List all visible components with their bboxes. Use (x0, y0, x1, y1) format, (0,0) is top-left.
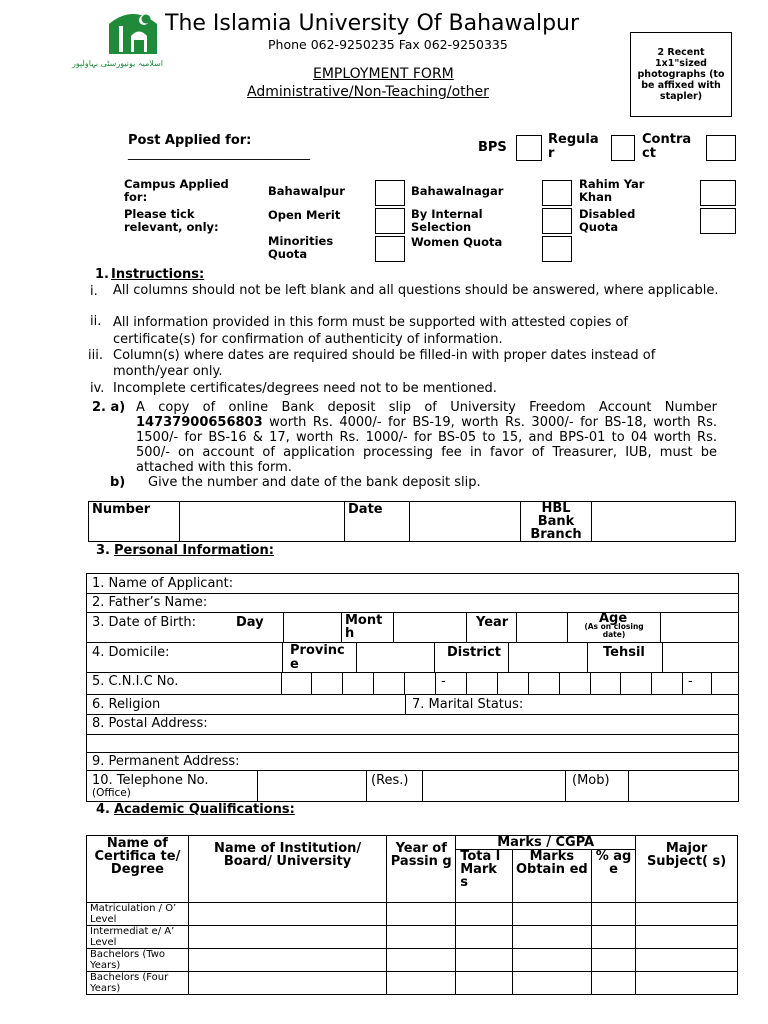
instructions-heading: Instructions: (111, 267, 205, 282)
telephone-res-field[interactable] (422, 770, 566, 802)
col-total-header: Tota l Mark s (456, 850, 513, 903)
dob-label: 3. Date of Birth: (92, 615, 196, 630)
academic-table (86, 835, 738, 995)
form-subtitle: Administrative/Non-Teaching/other (247, 84, 489, 100)
bank-deposit-table (88, 501, 736, 542)
father-name-label: 2. Father’s Name: (92, 595, 208, 610)
marital-status-label: 7. Marital Status: (412, 697, 524, 712)
instruction-4-text: Incomplete certificates/degrees need not to be mentioned. (113, 381, 497, 396)
col-institution-header: Name of Institution/ Board/ University (188, 836, 386, 903)
minorities-quota-checkbox[interactable] (375, 236, 405, 262)
post-applied-label: Post Applied for: (128, 133, 252, 148)
women-quota-label: Women Quota (411, 235, 503, 249)
page-title: The Islamia University Of Bahawalpur (165, 11, 580, 36)
institution-cell[interactable] (188, 949, 386, 972)
degree-intermediate: Intermediat e/ A’ Level (87, 926, 189, 949)
father-name-row[interactable] (86, 593, 739, 614)
instruction-2b-text: Give the number and date of the bank deposit slip. (148, 475, 481, 490)
academic-number: 4. (96, 802, 110, 817)
year-cell[interactable] (387, 903, 456, 926)
form-title: EMPLOYMENT FORM (313, 66, 454, 82)
province-label: Provinc e (290, 643, 345, 672)
bank-number-field[interactable] (180, 502, 345, 542)
table-row (87, 949, 738, 972)
contact-line: Phone 062-9250235 Fax 062-9250335 (268, 37, 508, 52)
instruction-2a-post: worth Rs. 4000/- for BS-19, worth Rs. 3000/- for BS-18, worth Rs. 1500/- for BS-16 & 17, worth Rs. 1000/- for BS-05 to 15, and BPS-01 to 04 worth Rs. 500/- on account of application processing fee in favor of Treasurer, IUB, must be attached with this form. (136, 415, 717, 475)
institution-cell[interactable] (188, 972, 386, 995)
cnic-dash-1: - (441, 674, 446, 689)
instructions-number: 1. (95, 267, 109, 282)
regular-checkbox[interactable] (611, 135, 635, 161)
tehsil-field[interactable] (662, 642, 739, 674)
obtained-cell[interactable] (512, 903, 591, 926)
bahawalnagar-checkbox[interactable] (542, 180, 572, 206)
instruction-2-text: All information provided in this form must be supported with attested copies of certificate(s) for confirmation of authenticity of information. (113, 315, 628, 347)
post-applied-line[interactable]: ____________________________ (128, 146, 310, 161)
total-cell[interactable] (456, 903, 513, 926)
year-cell[interactable] (387, 972, 456, 995)
major-cell[interactable] (636, 949, 738, 972)
instruction-1-text: All columns should not be left blank and all questions should be answered, where applicable. (113, 283, 719, 298)
religion-label: 6. Religion (92, 697, 161, 712)
disabled-quota-checkbox[interactable] (700, 208, 736, 234)
postal-address-line-2[interactable] (86, 734, 739, 754)
women-quota-checkbox[interactable] (542, 236, 572, 262)
province-field[interactable] (356, 642, 435, 674)
personal-number: 3. (96, 543, 110, 558)
account-number: 14737900656803 (136, 415, 263, 430)
photo-box[interactable] (630, 32, 732, 117)
telephone-res-label: (Res.) (371, 773, 409, 788)
academic-heading: Academic Qualifications: (114, 802, 295, 817)
major-cell[interactable] (636, 926, 738, 949)
percentage-cell[interactable] (591, 949, 635, 972)
bahawalpur-checkbox[interactable] (375, 180, 405, 206)
bank-date-label: Date (345, 502, 410, 542)
applicant-name-label: 1. Name of Applicant: (92, 576, 234, 591)
major-cell[interactable] (636, 972, 738, 995)
rahim-yar-khan-label: Rahim Yar Khan (579, 177, 645, 204)
dob-month-label: Mont h (345, 613, 383, 641)
instruction-3-text: Column(s) where dates are required should be filled-in with proper dates instead of month/year only. (113, 348, 656, 379)
major-cell[interactable] (636, 903, 738, 926)
dob-day-label: Day (236, 615, 264, 630)
col-percentage-header: % ag e (591, 850, 635, 903)
applicant-name-row[interactable] (86, 573, 739, 595)
logo-caption: اسلامیہ یونیورسٹی بہاولپور (71, 59, 163, 68)
year-cell[interactable] (387, 926, 456, 949)
telephone-mob-field[interactable] (628, 770, 739, 802)
minorities-quota-label: Minorities Quota (268, 234, 334, 261)
rahim-yar-khan-checkbox[interactable] (700, 180, 736, 206)
age-label: Age (599, 611, 628, 626)
bank-branch-label: HBL Bank Branch (521, 502, 592, 542)
total-cell[interactable] (456, 949, 513, 972)
dob-day-field[interactable] (283, 612, 342, 644)
telephone-office-field[interactable] (257, 770, 367, 802)
table-row (87, 972, 738, 995)
bank-branch-field[interactable] (592, 502, 736, 542)
col-degree-header: Name of Certifica te/ Degree (87, 836, 189, 903)
percentage-cell[interactable] (591, 926, 635, 949)
instruction-2a-num: 2. a) (92, 400, 126, 415)
instruction-2a-pre: A copy of online Bank deposit slip of University Freedom Account Number (136, 400, 717, 415)
obtained-cell[interactable] (512, 949, 591, 972)
instruction-2-num: ii. (90, 314, 102, 329)
telephone-office-note: (Office) (92, 787, 131, 799)
dob-month-field[interactable] (393, 612, 467, 644)
percentage-cell[interactable] (591, 972, 635, 995)
tehsil-label: Tehsil (603, 645, 645, 660)
instruction-1-num: i. (90, 284, 98, 299)
year-cell[interactable] (387, 949, 456, 972)
obtained-cell[interactable] (512, 972, 591, 995)
domicile-label: 4. Domicile: (92, 645, 170, 660)
open-merit-checkbox[interactable] (375, 208, 405, 234)
instruction-4-num: iv. (90, 381, 105, 396)
dob-year-field[interactable] (516, 612, 568, 644)
open-merit-label: Open Merit (268, 208, 341, 222)
instruction-2b-num: b) (110, 475, 126, 490)
mosque-logo-icon (103, 10, 163, 56)
cnic-dash-2: - (688, 674, 693, 689)
col-obtained-header: Marks Obtain ed (512, 850, 591, 903)
campus-label: Campus Applied for: (124, 177, 229, 204)
total-cell[interactable] (456, 926, 513, 949)
cnic-boxes[interactable] (281, 672, 737, 694)
university-logo (71, 10, 163, 68)
dob-year-label: Year (476, 615, 509, 630)
degree-bachelors-four: Bachelors (Four Years) (87, 972, 189, 995)
col-marks-header: Marks / CGPA (456, 836, 636, 850)
bahawalpur-label: Bahawalpur (268, 184, 345, 198)
bps-checkbox[interactable] (516, 135, 542, 161)
religion-divider (405, 694, 406, 714)
permanent-address-label: 9. Permanent Address: (92, 754, 240, 769)
col-major-header: Major Subject( s) (636, 836, 738, 903)
institution-cell[interactable] (188, 903, 386, 926)
institution-cell[interactable] (188, 926, 386, 949)
obtained-cell[interactable] (512, 926, 591, 949)
degree-bachelors-two: Bachelors (Two Years) (87, 949, 189, 972)
contract-label: Contra ct (642, 132, 692, 161)
contract-checkbox[interactable] (706, 135, 736, 161)
total-cell[interactable] (456, 972, 513, 995)
bank-date-field[interactable] (410, 502, 521, 542)
table-row (87, 903, 738, 926)
regular-label: Regula r (548, 132, 599, 161)
bahawalnagar-label: Bahawalnagar (411, 184, 504, 198)
telephone-mob-label: (Mob) (572, 773, 610, 788)
personal-heading: Personal Information: (114, 543, 274, 558)
district-label: District (447, 645, 501, 660)
internal-selection-checkbox[interactable] (542, 208, 572, 234)
photo-note: 2 Recent 1x1"sized photographs (to be affixed with stapler) (637, 47, 725, 102)
table-row (87, 926, 738, 949)
postal-address-label: 8. Postal Address: (92, 716, 208, 731)
instruction-3-num: iii. (88, 348, 103, 363)
instruction-2a-text (136, 400, 717, 475)
disabled-quota-label: Disabled Quota (579, 207, 636, 234)
internal-selection-label: By Internal Selection (411, 207, 483, 234)
col-year-header: Year of Passin g (387, 836, 456, 903)
percentage-cell[interactable] (591, 903, 635, 926)
age-field[interactable] (660, 612, 739, 644)
district-field[interactable] (508, 642, 588, 674)
bps-label: BPS (478, 140, 507, 155)
age-note: (As on closing date) (584, 622, 644, 639)
degree-matriculation: Matriculation / O’ Level (87, 903, 189, 926)
telephone-label: 10. Telephone No. (92, 773, 209, 788)
bank-number-label: Number (89, 502, 180, 542)
cnic-label: 5. C.N.I.C No. (92, 674, 179, 689)
tick-relevant-label: Please tick relevant, only: (124, 207, 219, 234)
